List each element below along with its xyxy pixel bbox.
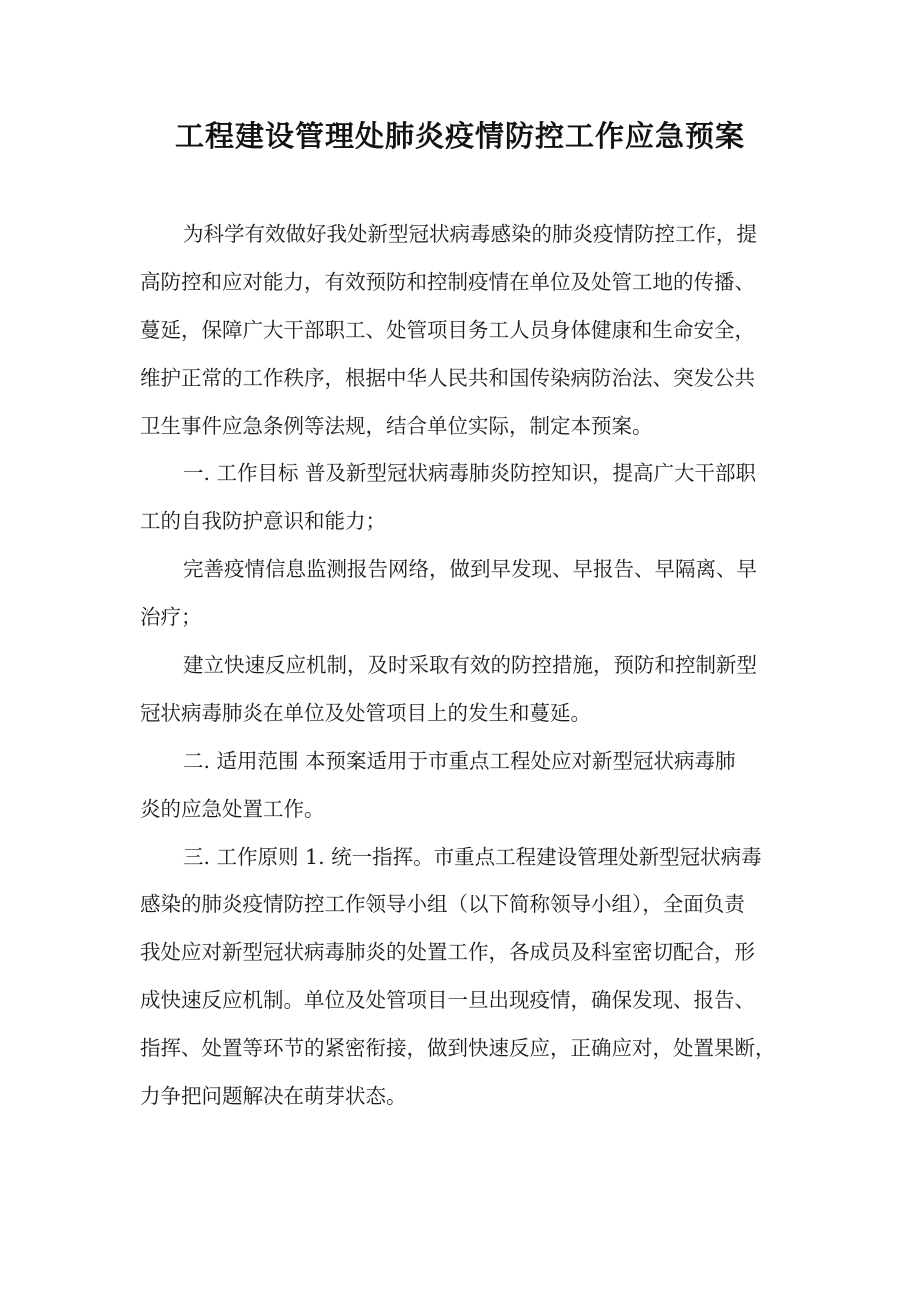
paragraph-line: 指挥、处置等环节的紧密衔接，做到快速反应，正确应对，处置果断， — [140, 1036, 776, 1061]
paragraph-line: 工的自我防护意识和能力； — [140, 509, 386, 534]
paragraph-line: 力争把问题解决在萌芽状态。 — [140, 1084, 407, 1109]
paragraph-line: 蔓延，保障广大干部职工、处管项目务工人员身体健康和生命安全， — [140, 317, 755, 342]
paragraph-line: 建立快速反应机制，及时采取有效的防控措施，预防和控制新型 — [183, 653, 757, 678]
paragraph-line: 为科学有效做好我处新型冠状病毒感染的肺炎疫情防控工作，提 — [183, 222, 757, 246]
paragraph-line: 维护正常的工作秩序，根据中华人民共和国传染病防治法、突发公共 — [140, 365, 755, 390]
paragraph-line: 治疗； — [140, 605, 202, 630]
paragraph-line: 感染的肺炎疫情防控工作领导小组（以下简称领导小组），全面负责 — [140, 892, 745, 917]
paragraph-line: 三. 工作原则 1. 统一指挥。市重点工程建设管理处新型冠状病毒 — [183, 844, 762, 869]
paragraph-line: 冠状病毒肺炎在单位及处管项目上的发生和蔓延。 — [140, 700, 591, 725]
paragraph-line: 炎的应急处置工作。 — [140, 796, 325, 821]
paragraph-line: 二. 适用范围 本预案适用于市重点工程处应对新型冠状病毒肺 — [183, 748, 736, 773]
paragraph-line: 我处应对新型冠状病毒肺炎的处置工作，各成员及科室密切配合，形 — [140, 940, 755, 965]
document-title: 工程建设管理处肺炎疫情防控工作应急预案 — [174, 119, 745, 153]
paragraph-line: 完善疫情信息监测报告网络，做到早发现、早报告、早隔离、早 — [183, 557, 757, 582]
paragraph-line: 高防控和应对能力，有效预防和控制疫情在单位及处管工地的传播、 — [140, 269, 755, 294]
paragraph-line: 成快速反应机制。单位及处管项目一旦出现疫情，确保发现、报告、 — [140, 988, 755, 1013]
paragraph-line: 卫生事件应急条例等法规，结合单位实际，制定本预案。 — [140, 413, 653, 438]
document-body — [0, 211, 920, 1121]
paragraph-line: 一. 工作目标 普及新型冠状病毒肺炎防控知识，提高广大干部职 — [183, 461, 757, 486]
